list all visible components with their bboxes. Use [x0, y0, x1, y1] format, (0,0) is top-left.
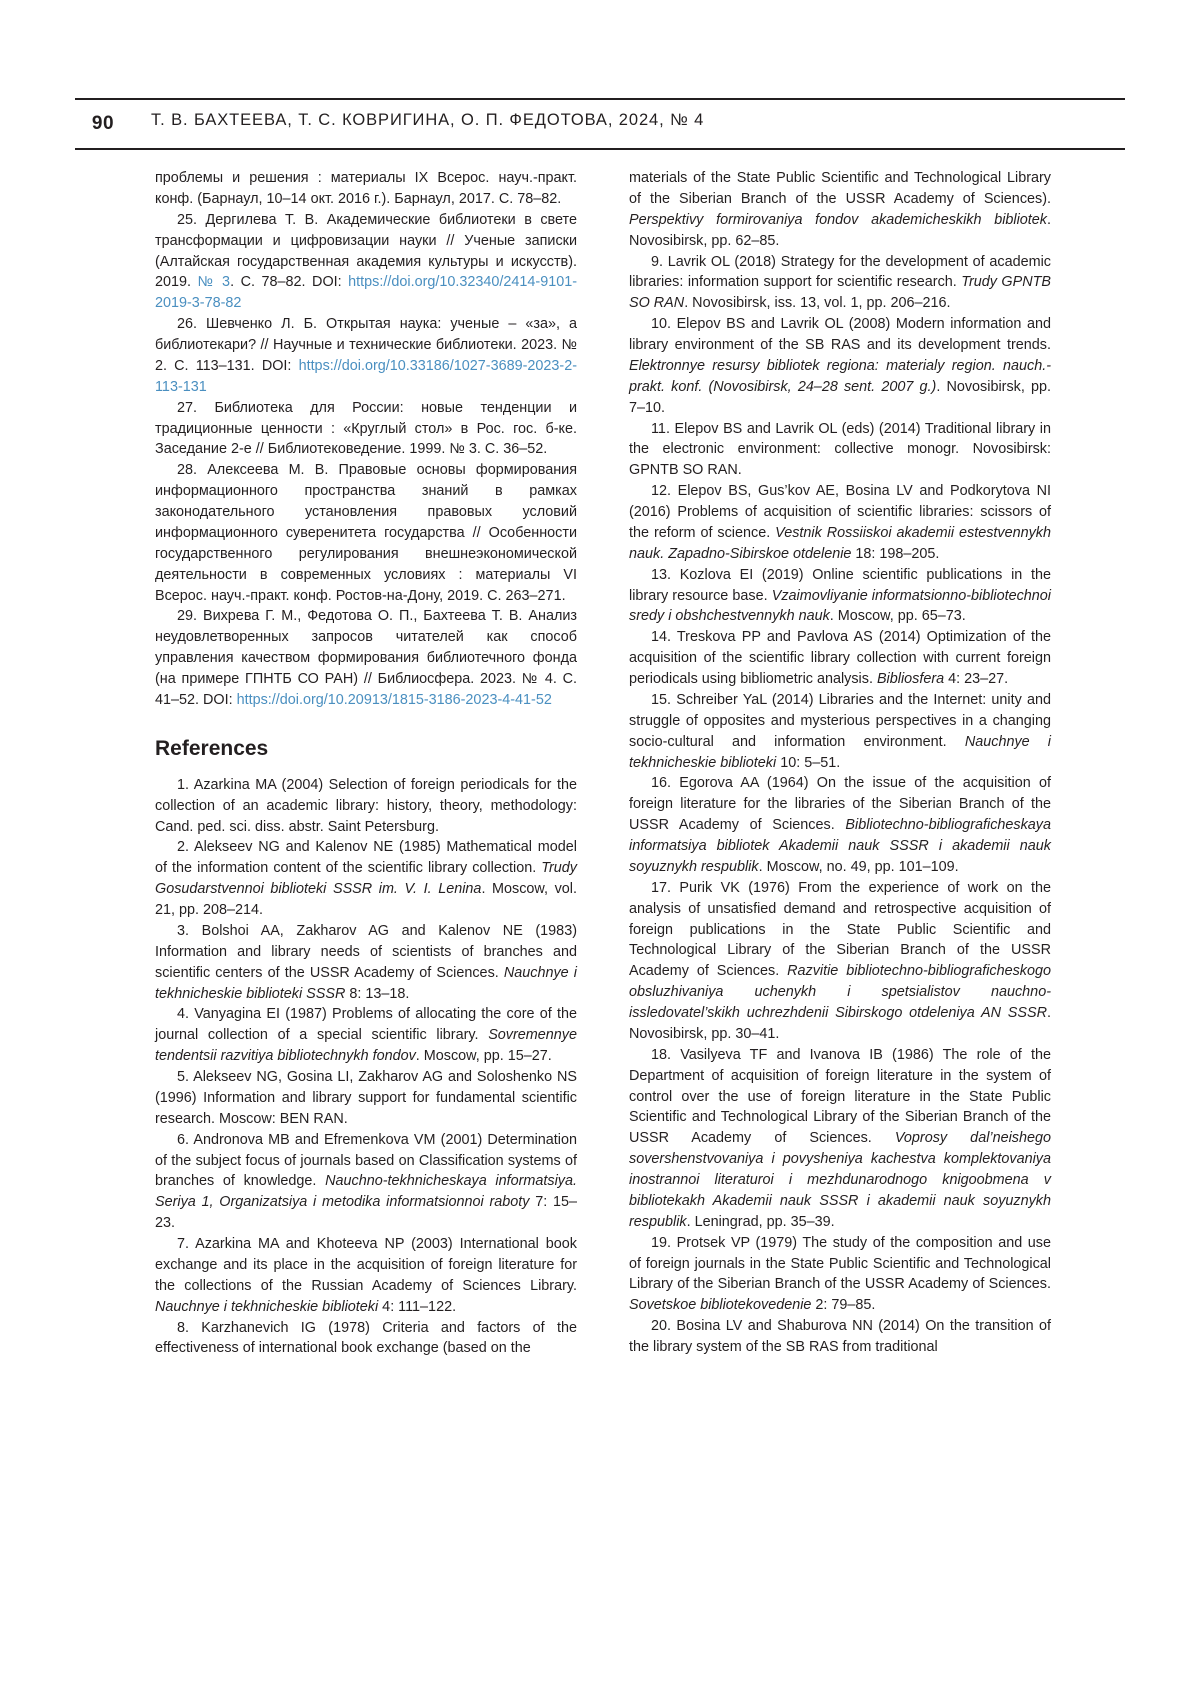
- reference-text: . Novosibirsk, iss. 13, vol. 1, pp. 206–216.: [684, 295, 951, 312]
- english-reference-list-right: [629, 168, 1051, 1358]
- reference-item: [629, 168, 1051, 252]
- reference-text: 8: 13–18.: [345, 985, 410, 1002]
- reference-text: 19. Protsek VP (1979) The study of the composition and use of foreign journals in the State Public Scientific and Technological Library of the Siberian Branch of the USSR Academy of Sciences.: [629, 1234, 1051, 1293]
- reference-text: . Moscow, pp. 15–27.: [415, 1048, 552, 1065]
- reference-text: 27. Библиотека для России: новые тенденции и традиционные ценности : «Круглый стол» в Рос. гос. б-ке. Заседание 2-е // Библиотековедение. 1999. № 3. С. 36–52.: [155, 399, 577, 458]
- reference-item: [155, 1318, 577, 1360]
- left-column: [155, 168, 577, 1359]
- reference-text: . Novosibirsk, pp. 62–85.: [629, 211, 1051, 249]
- reference-text: 18: 198–205.: [851, 545, 940, 562]
- reference-item: [629, 690, 1051, 774]
- source-title: Trudy GPNTB SO RAN: [629, 274, 1051, 312]
- english-reference-list-left: [155, 775, 577, 1360]
- reference-text: 4: 23–27.: [944, 671, 1009, 687]
- reference-text: . Leningrad, pp. 35–39.: [686, 1213, 835, 1230]
- reference-text: 14. Treskova PP and Pavlova AS (2014) Optimization of the acquisition of the scientific library collection with current foreign periodicals using bibliometric analysis.: [629, 629, 1051, 687]
- reference-text: . Novosibirsk, pp. 7–10.: [629, 378, 1051, 416]
- reference-text: . Novosibirsk, pp. 30–41.: [629, 1005, 1051, 1042]
- source-title: Sovetskoe bibliotekovedenie: [629, 1297, 812, 1314]
- source-title: Nauchnye i tekhnicheskie biblioteki: [629, 733, 1052, 771]
- source-title: Razvitie bibliotechno-bibliograficheskogo obsluzhivaniya uchenykh i spetsialistov nauchno-issledovatel’skikh uchrezhdenii Sibirskogo otdeleniya AN SSSR: [629, 963, 1051, 1021]
- source-title: Bibliosfera: [876, 671, 945, 687]
- references-heading: References: [155, 736, 269, 760]
- reference-text: 7. Azarkina MA and Khoteeva NP (2003) International book exchange and its place in the acquisition of foreign literature for the collections of the Russian Academy of Sciences Library.: [155, 1236, 577, 1294]
- reference-text: 3. Bolshoi AA, Zakharov AG and Kalenov NE (1983) Information and library needs of scientists of branches and scientific centers of the USSR Academy of Sciences.: [155, 922, 577, 981]
- two-column-body: [155, 168, 1051, 1359]
- reference-item: [155, 1130, 577, 1234]
- reference-text: 6. Andronova MB and Efremenkova VM (2001) Determination of the subject focus of journals based on Classification systems of branches of knowledge.: [155, 1131, 577, 1190]
- right-column: [629, 168, 1051, 1359]
- reference-text: . Moscow, pp. 65–73.: [829, 608, 966, 625]
- reference-item: [155, 1234, 577, 1318]
- page-number: 90: [75, 104, 131, 144]
- header-rule-bottom: [75, 148, 1125, 150]
- reference-item: [629, 565, 1051, 628]
- reference-text: 2: 79–85.: [811, 1297, 876, 1314]
- page-header: [75, 98, 1125, 150]
- source-title: Vzaimovliyanie informatsionno-bibliotechnoi sredy i obshchestvennykh nauk: [629, 587, 1051, 625]
- running-title: Т. В. БАХТЕЕВА, Т. С. КОВРИГИНА, О. П. ФЕДОТОВА, 2024, № 4: [151, 111, 705, 129]
- reference-text: 11. Elepov BS and Lavrik OL (eds) (2014) Traditional library in the electronic environment: collective monogr. Novosibirsk: GPNTB SO RAN.: [629, 420, 1051, 479]
- source-title: Perspektivy formirovaniya fondov akademicheskikh bibliotek: [629, 211, 1047, 228]
- reference-text: . Moscow, no. 49, pp. 101–109.: [758, 858, 959, 875]
- reference-text: 20. Bosina LV and Shaburova NN (2014) On the transition of the library system of the SB RAS from traditional: [629, 1318, 1051, 1355]
- reference-item: [155, 460, 577, 606]
- doi-link[interactable]: https://doi.org/10.32340/2414-9101-2019-3-78-82: [155, 274, 577, 312]
- reference-item: [629, 1233, 1051, 1317]
- reference-text: 17. Purik VK (1976) From the experience of work on the analysis of unsatisfied demand and retrospective acquisition of foreign publications in the State Public Scientific and Technological Library of the Siberian Branch of the USSR Academy of Sciences.: [629, 879, 1051, 980]
- reference-text: 25. Дергилева Т. В. Академические библиотеки в свете трансформации и цифровизации науки // Ученые записки (Алтайская государственная академия культуры и искусств). 2019.: [155, 211, 577, 291]
- reference-item: [629, 1316, 1051, 1358]
- reference-item: [155, 1004, 577, 1067]
- reference-item: [629, 481, 1051, 565]
- source-title: Sovremennye tendentsii razvitiya bibliotechnykh fondov: [155, 1027, 577, 1065]
- reference-text: 7: 15–23.: [155, 1194, 577, 1232]
- reference-item: [629, 1045, 1051, 1233]
- doi-link[interactable]: https://doi.org/10.20913/1815-3186-2023-4-41-52: [236, 691, 552, 708]
- reference-text: 28. Алексеева М. В. Правовые основы формирования информационного пространства знаний в рамках законодательного установления правовых условий информационного суверенитета государства // Особенности государственного регулирования внешнеэкономической деятельности в современных условиях : материалы VI Всерос. науч.-практ. конф. Ростов-на-Дону, 2019. С. 263–271.: [155, 462, 577, 604]
- reference-item: [155, 837, 577, 921]
- russian-reference-list: [155, 210, 577, 711]
- reference-text: 10. Elepov BS and Lavrik OL (2008) Modern information and library environment of the SB RAS and its development trends.: [629, 316, 1051, 353]
- reference-item: [155, 314, 577, 398]
- reference-item: [629, 627, 1051, 690]
- reference-text: materials of the State Public Scientific and Technological Library of the Siberian Branch of the USSR Academy of Sciences).: [629, 170, 1051, 207]
- reference-item: [629, 314, 1051, 418]
- reference-item: [629, 773, 1051, 877]
- source-title: Elektronnye resursy bibliotek regiona: materialy region. nauch.-prakt. konf. (Novosibirsk, 24–28 sent. 2007 g.): [629, 357, 1051, 395]
- reference-item: [155, 1067, 577, 1130]
- reference-text: 10: 5–51.: [776, 754, 841, 771]
- reference-item: [629, 252, 1051, 315]
- reference-text: 13. Kozlova EI (2019) Online scientific publications in the library resource base.: [629, 566, 1051, 604]
- source-title: Trudy Gosudarstvennoi biblioteki SSSR im. V. I. Lenina: [155, 860, 577, 898]
- reference-item: [629, 419, 1051, 482]
- reference-item: [155, 921, 577, 1005]
- issue-link[interactable]: № 3: [197, 274, 231, 291]
- reference-text: 8. Karzhanevich IG (1978) Criteria and factors of the effectiveness of international book exchange (based on the: [155, 1319, 577, 1357]
- reference-item: [155, 398, 577, 461]
- reference-text: 1. Azarkina MA (2004) Selection of foreign periodicals for the collection of an academic library: history, theory, methodology: Cand. ped. sci. diss. abstr. Saint Petersburg.: [155, 776, 577, 835]
- doi-link[interactable]: https://doi.org/10.33186/1027-3689-2023-2-113-131: [155, 357, 577, 395]
- reference-text: 18. Vasilyeva TF and Ivanova IB (1986) The role of the Department of acquisition of foreign literature in the system of control over the use of foreign literature in the State Public Scientific and Technological Library of the Siberian Branch of the USSR Academy of Sciences.: [629, 1046, 1051, 1147]
- reference-text: 15. Schreiber YaL (2014) Libraries and the Internet: unity and struggle of opposites and mysterious perspectives in a changing socio-cultural and information environment.: [629, 691, 1051, 750]
- reference-item: [155, 606, 577, 710]
- reference-text: 29. Вихрева Г. М., Федотова О. П., Бахтеева Т. В. Анализ неудовлетворенных запросов читателей как способ управления качеством формирования библиотечного фонда (на примере ГПНТБ СО РАН) // Библиосфера. 2023. № 4. С. 41–52. DOI:: [155, 608, 577, 708]
- reference-text: . С. 78–82. DOI:: [230, 274, 349, 291]
- reference-item: [629, 878, 1051, 1045]
- reference-text: 4: 111–122.: [378, 1298, 457, 1315]
- reference-item: [155, 210, 577, 314]
- reference-text: 16. Egorova AA (1964) On the issue of the acquisition of foreign literature for the libraries of the Siberian Branch of the USSR Academy of Sciences.: [629, 775, 1051, 834]
- source-title: Nauchno-tekhnicheskaya informatsiya. Seriya 1, Organizatsiya i metodika informatsionnoi raboty: [155, 1173, 577, 1211]
- source-title: Voprosy dal’neishego sovershenstvovaniya i povysheniya kachestva komplektovaniya inostrannoi literaturoi i mezhdunarodnogo knigoobmena v bibliotekakh Akademii nauk SSSR i akademii nauk soyuznykh respublik: [629, 1130, 1052, 1230]
- reference-text: 12. Elepov BS, Gus’kov AE, Bosina LV and Podkorytova NI (2016) Problems of acquisition of scientific libraries: scissors of the reform of science.: [629, 483, 1051, 541]
- reference-continuation: проблемы и решения : материалы IX Всерос. науч.-практ. конф. (Барнаул, 10–14 окт. 2016 г.). Барнаул, 2017. С. 78–82.: [155, 170, 577, 207]
- reference-text: 5. Alekseev NG, Gosina LI, Zakharov AG and Soloshenko NS (1996) Information and library support for fundamental scientific research. Moscow: BEN RAN.: [155, 1069, 577, 1127]
- reference-text: 2. Alekseev NG and Kalenov NE (1985) Mathematical model of the information content of the scientific library collection.: [155, 839, 577, 877]
- reference-item: [155, 775, 577, 838]
- reference-text: . Moscow, vol. 21, pp. 208–214.: [155, 881, 578, 918]
- reference-text: 4. Vanyagina EI (1987) Problems of allocating the core of the journal collection of a special scientific library.: [155, 1006, 577, 1044]
- reference-text: 9. Lavrik OL (2018) Strategy for the development of academic libraries: information support for scientific research.: [629, 253, 1051, 291]
- source-title: Bibliotechno-bibliograficheskaya informatsiya bibliotek Akademii nauk SSSR i akademii nauk soyuznykh respublik: [629, 817, 1051, 875]
- header-rule-top: [75, 98, 1125, 100]
- source-title: Nauchnye i tekhnicheskie biblioteki: [155, 1298, 379, 1315]
- reference-text: 26. Шевченко Л. Б. Открытая наука: ученые – «за», а библиотекари? // Научные и технические библиотеки. 2023. № 2. С. 113–131. DOI:: [155, 316, 577, 374]
- source-title: Nauchnye i tekhnicheskie biblioteki SSSR: [155, 964, 577, 1002]
- source-title: Vestnik Rossiiskoi akademii estestvennykh nauk. Zapadno-Sibirskoe otdelenie: [629, 524, 1051, 562]
